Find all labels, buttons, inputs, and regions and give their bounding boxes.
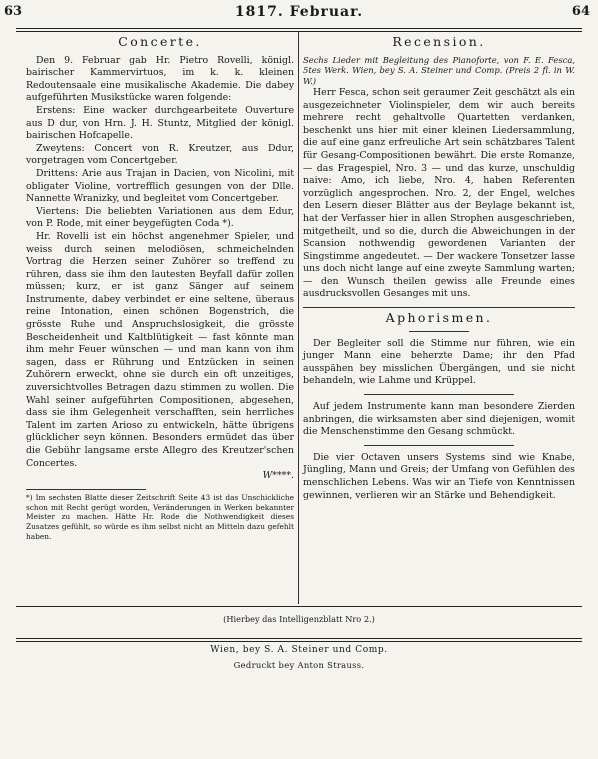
aphorism-rule [364, 445, 514, 446]
concert-review: Hr. Rovelli ist ein höchst angenehmer Spieler, und weiss durch seinen melodiösen, schmeichelnden Vortrag die Herzen seiner Zuhörer so treffend zu rühren, dass sie ihm den lautesten Beyfall dafür zollen müssen; kurz, er ist ganz Sänger auf seinem Instrumente, dabey verbindet er eine seltene, überaus reine Intonation, einen schönen Bogenstrich, die grösste Ruhe und Anspruchslosigkeit, die grösste Bescheidenheit und Kaltblütigkeit — fast könnte man ihm mehr Feuer wünschen — und man kann von ihm sagen, dass er Rührung und Entzücken in seinen Zuhörern erweckt, ohne sie durch ein oft unzeitiges, zuversichtvolles Betragen dazu stimmen zu wollen. Die Wahl seiner aufgeführten Compositionen, abgesehen, dass sie ihm Gelegenheit verschafften, sein herrliches Talent im zarten Arioso zu entwickeln, hätte übrigens glücklicher seyn können. Besonders ermüdet das über die Gebühr langsame erste Allegro des Kreutzer'schen Concertes. [26, 230, 294, 469]
aphorism-1: Der Begleiter soll die Stimme nur führen, wie ein junger Mann eine beherzte Dame; ihr den Pfad ausspähen bey misslichen Übergängen, und sie nicht behandeln, wie Lahme und Krüppel. [303, 337, 575, 387]
section-heading-aphorismen: Aphorismen. [385, 310, 493, 326]
supplement-note: (Hierbey das Intelligenzblatt Nro 2.) [223, 614, 375, 624]
footnote-rule [26, 489, 146, 490]
imprint-rule [16, 638, 582, 642]
aphorism-2: Auf jedem Instrumente kann man besondere Zierden anbringen, die wirksamsten aber sind diejenigen, womit die Menschenstimme den Gesang schmückt. [303, 401, 575, 438]
program-item-4: Viertens: Die beliebten Variationen aus dem Edur, von P. Rode, mit einer beygefügten Coda *). [26, 205, 294, 230]
section-heading-concerte: Concerte. [118, 34, 202, 49]
issue-date: 1817. Februar. [234, 4, 364, 20]
column-divider [298, 32, 299, 604]
footnote: *) Im sechsten Blatte dieser Zeitschrift Seite 43 ist das Unschickliche schon mit Recht gerügt worden, Veränderungen in Werken bekannter Meister zu machen. Hätte Hr. Rode die Nothwendigkeit dieses Zusatzes gefühlt, so würde es ihm selbst nicht an Mitteln dazu gefehlt haben. [26, 492, 294, 541]
footer-rule [16, 606, 582, 607]
heading-rule [409, 331, 469, 332]
left-column [26, 36, 294, 542]
right-column [303, 36, 575, 502]
program-item-1: Erstens: Eine wacker durchgearbeitete Ouverture aus D dur, von Hrn. J. H. Stuntz, Mitglied der königl. bairischen Hofcapelle. [26, 104, 294, 142]
section-rule [303, 307, 575, 308]
running-header [0, 4, 598, 22]
page-number-left: 63 [4, 4, 23, 19]
review-subject: Sechs Lieder mit Begleitung des Pianoforte, von F. E. Fesca, 5tes Werk. Wien, bey S. A. Steiner und Comp. (Preis 2 fl. in W. W.) [303, 54, 575, 87]
author-signature: W****. [262, 470, 294, 482]
publisher-imprint: Wien, bey S. A. Steiner und Comp. [210, 645, 388, 655]
program-item-2: Zweytens: Concert von R. Kreutzer, aus Ddur, vorgetragen vom Concertgeber. [26, 142, 294, 167]
page-number-right: 64 [571, 4, 590, 19]
section-heading-recension: Recension. [392, 34, 486, 49]
review-body: Herr Fesca, schon seit geraumer Zeit geschätzt als ein ausgezeichneter Violinspieler, dem wir auch bereits mehrere recht gehaltvolle Quartetten verdanken, beschenkt uns hier mit einer kleinen Liedersammlung, die auf eine ganz erfreuliche Art sein schätzbares Talent für Gesang-Compositionen bewährt. Die erste Romanze, — das Fragespiel, Nro. 3 — und das kurze, unschuldig naive: Amo, ich liebe, Nro. 4, haben Referenten vorzüglich angesprochen. Nro. 2, der Engel, welches den Lesern dieser Blätter aus der Beylage bekannt ist, hat der Verfasser hier in allen Strophen ausgeschrieben, mitgetheilt, und so die, durch die Abweichungen in der Scansion nothwendig gewordenen Varianten der Singstimme angedeutet. — Der wackere Tonsetzer lasse uns doch nicht lange auf eine zweyte Sammlung warten; — den Wunsch theilen gewiss alle Freunde eines ausdrucksvollen Gesanges mit uns. [303, 86, 575, 300]
program-item-3: Drittens: Arie aus Trajan in Dacien, von Nicolini, mit obligater Violine, vortrefflich gesungen von der Dlle. Nannette Wranizky, und begleitet vom Concertgeber. [26, 167, 294, 205]
aphorism-3: Die vier Octaven unsers Systems sind wie Knabe, Jüngling, Mann und Greis; der Umfang von Gefühlen des menschlichen Lebens. Was wir an Tiefe von Kenntnissen gewinnen, verlieren wir an Stärke und Behendigkeit. [303, 451, 575, 501]
header-rule [16, 28, 582, 32]
printer-imprint: Gedruckt bey Anton Strauss. [233, 660, 365, 670]
concert-intro: Den 9. Februar gab Hr. Pietro Rovelli, königl. bairischer Kammervirtuos, im k. k. kleinen Redoutensaale eine musikalische Akademie. Die dabey aufgeführten Musikstücke waren folgende: [26, 54, 294, 104]
aphorism-rule [364, 394, 514, 395]
